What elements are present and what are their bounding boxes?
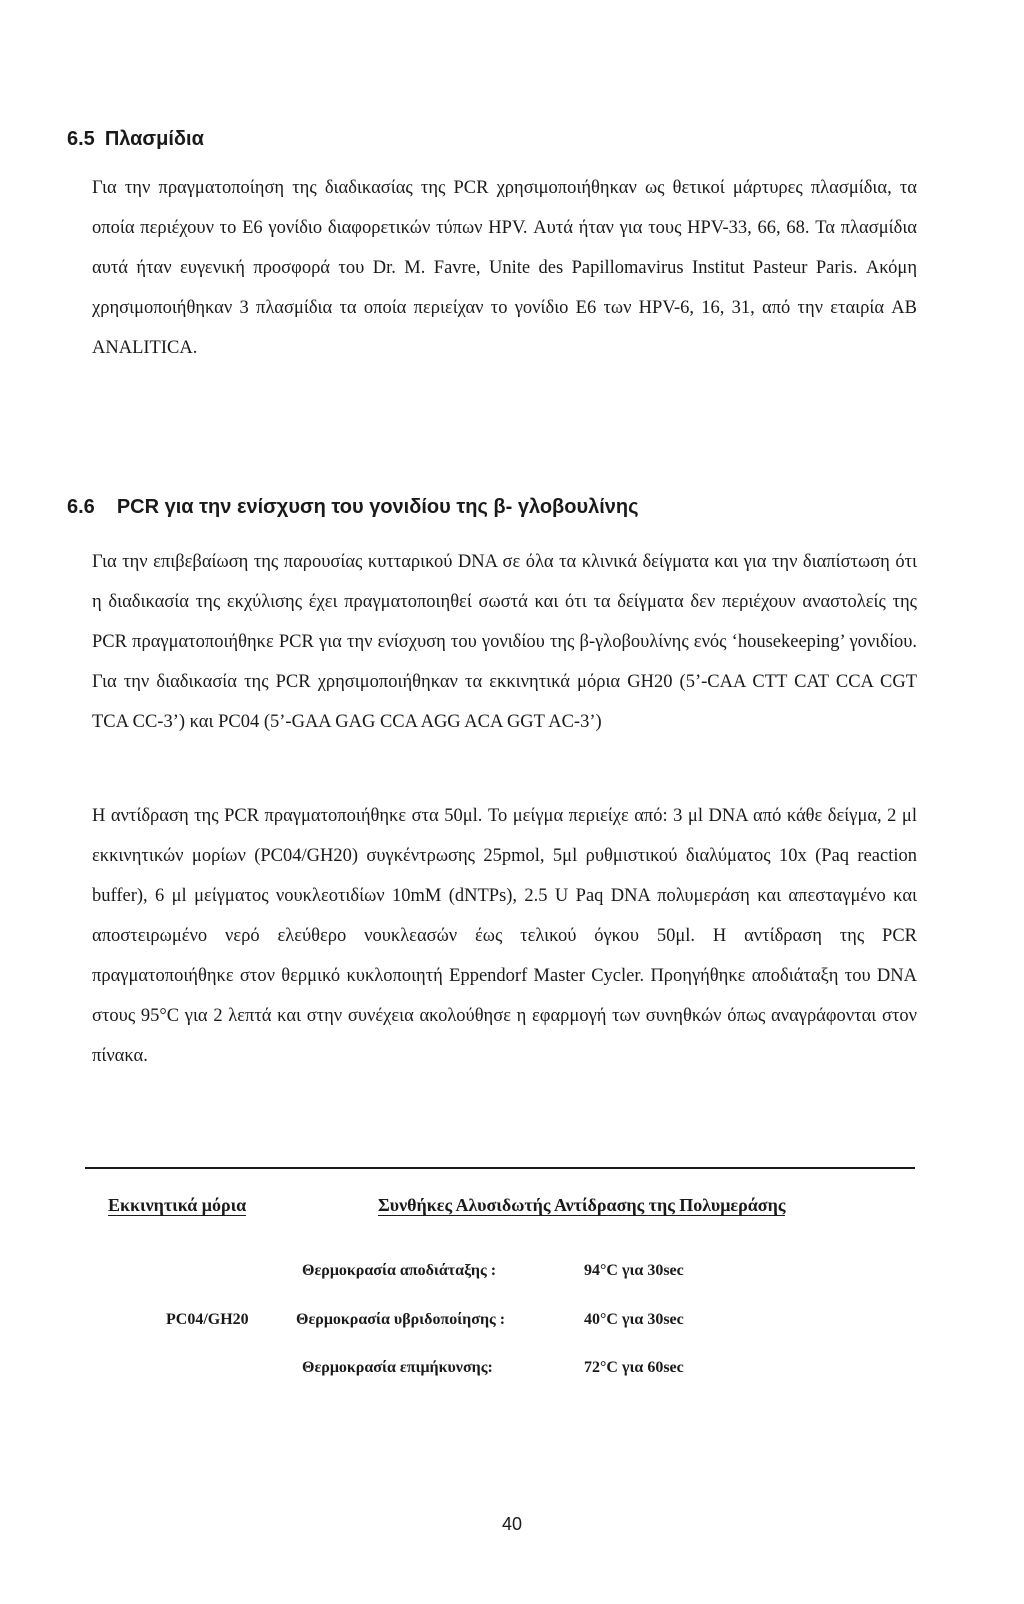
section-title: Πλασμίδια xyxy=(104,128,204,150)
section-number: 6.6 xyxy=(67,496,95,518)
table-top-rule xyxy=(85,1167,915,1169)
globin-intro-paragraph: Για την επιβεβαίωση της παρουσίας κυτταρικού DNA σε όλα τα κλινικά δείγματα και για την διαπίστωση ότι η διαδικασία της εκχύλισης έχει πραγματοποιηθεί σωστά και ότι τα δείγματα δεν περιέχουν αναστολείς της PCR πραγματοποιήθηκε PCR για την ενίσχυση του γονιδίου της β-γλοβουλίνης ενός ‘housekeeping’ γονιδίου. Για την διαδικασία της PCR χρησιμοποιήθηκαν τα εκκινητικά μόρια GH20 (5’-CAA CTT CAT CCA CGT TCA CC-3’) και PC04 (5’-GAA GAG CCA AGG ACA GGT AC-3’) xyxy=(92,552,917,732)
table-header-primers: Εκκινητικά μόρια xyxy=(108,1195,247,1215)
section-heading-6-5 xyxy=(67,128,204,151)
table-header-conditions: Συνθήκες Αλυσιδωτής Αντίδρασης της Πολυμεράσης xyxy=(378,1195,786,1215)
section-heading-6-6 xyxy=(67,496,639,519)
pcr-reaction-paragraph: Η αντίδραση της PCR πραγματοποιήθηκε στα 50μl. Το μείγμα περιείχε από: 3 μl DNA από κάθε δείγμα, 2 μl εκκινητικών μορίων (PC04/GH20) συγκέντρωσης 25pmol, 5μl ρυθμιστικού διαλύματος 10x (Paq reaction buffer), 6 μl μείγματος νουκλεοτιδίων 10mM (dNTPs), 2.5 U Paq DNA πολυμεράση και απεσταγμένο και αποστειρωμένο νερό ελεύθερο νουκλεασών έως τελικού όγκου 50μl. Η αντίδραση της PCR πραγματοποιήθηκε στον θερμικό κυκλοποιητή Eppendorf Master Cycler. Προηγήθηκε αποδιάταξη του DNA στους 95°C για 2 λεπτά και στην συνέχεια ακολούθησε η εφαρμογή των συνηθκών όπως αναγράφονται στον πίνακα. xyxy=(92,806,917,1066)
condition-value-denaturation: 94°C για 30sec xyxy=(584,1262,684,1279)
section-number: 6.5 xyxy=(67,128,95,150)
condition-value-annealing: 40°C για 30sec xyxy=(584,1311,684,1328)
condition-label-extension: Θερμοκρασία επιμήκυνσης: xyxy=(302,1359,493,1376)
plasmids-paragraph: Για την πραγματοποίηση της διαδικασίας της PCR χρησιμοποιήθηκαν ως θετικοί μάρτυρες πλασμίδια, τα οποία περιέχουν το E6 γονίδιο διαφορετικών τύπων HPV. Αυτά ήταν για τους HPV-33, 66, 68. Τα πλασμίδια αυτά ήταν ευγενική προσφορά του Dr. M. Favre, Unite des Papillomavirus Institut Pasteur Paris. Ακόμη χρησιμοποιήθηκαν 3 πλασμίδια τα οποία περιείχαν το γονίδιο E6 των HPV-6, 16, 31, από την εταιρία AB ANALITICA. xyxy=(92,178,917,358)
condition-value-extension: 72°C για 60sec xyxy=(584,1359,684,1376)
page-number: 40 xyxy=(501,1514,523,1534)
condition-label-annealing: Θερμοκρασία υβριδοποίησης : xyxy=(296,1311,506,1328)
condition-label-denaturation: Θερμοκρασία αποδιάταξης : xyxy=(302,1262,497,1279)
table-cell-primer-pair: PC04/GH20 xyxy=(166,1311,249,1328)
section-title: PCR για την ενίσχυση του γονιδίου της β- γλοβουλίνης xyxy=(116,496,639,518)
